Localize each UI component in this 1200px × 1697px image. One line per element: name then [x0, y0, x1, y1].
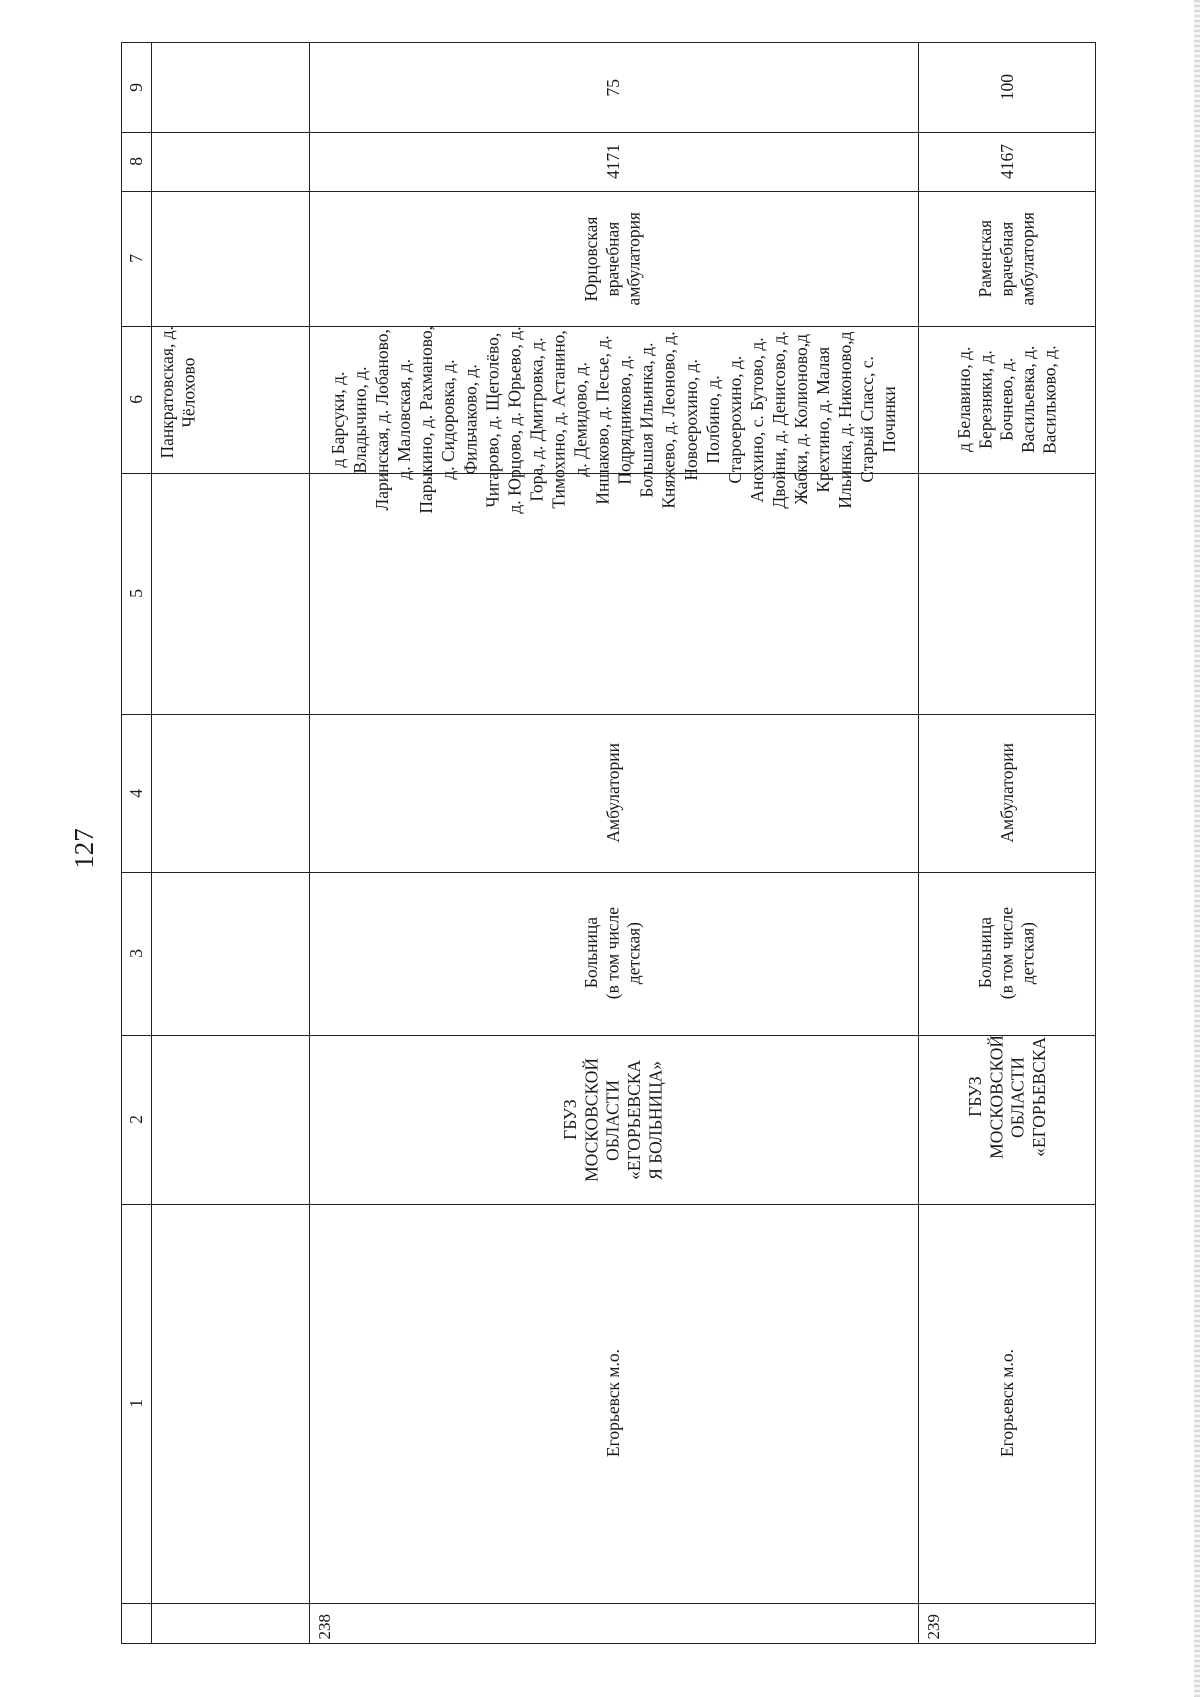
header-col-3: 3 [125, 949, 146, 958]
data-table [121, 42, 1096, 1644]
table-cell: 75 [602, 78, 623, 97]
table-cell: Юрцовская врачебная амбулатория [581, 211, 645, 306]
table-cell: Егорьевск м.о. [602, 1349, 623, 1458]
table-cell: 4171 [602, 144, 623, 179]
table-cell: 4167 [996, 144, 1017, 179]
table-cell: Больница (в том числе детская) [581, 907, 645, 1000]
page-number: 127 [68, 827, 99, 869]
header-col-8: 8 [125, 157, 146, 166]
header-col-9: 9 [125, 83, 146, 92]
column-divider [151, 43, 152, 1643]
row-number: 239 [924, 1613, 943, 1639]
table-cell: ГБУЗ МОСКОВСКОЙ ОБЛАСТИ «ЕГОРЬЕВСКА Я БОЛЬНИЦА» [560, 1057, 666, 1182]
row-number: 238 [315, 1613, 334, 1639]
header-col-4: 4 [125, 788, 146, 798]
table-cell: д Белавино, д. Березняки, д. Бочнево, д. Васильевка, д. Васильково, д. [954, 345, 1060, 454]
scan-edge [1194, 0, 1200, 1697]
table-cell: Амбулатории [602, 743, 623, 843]
table-cell: Больница (в том числе детская) [975, 907, 1039, 1000]
table-cell: Егорьевск м.о. [996, 1349, 1017, 1458]
table-cell: ГБУЗ МОСКОВСКОЙ ОБЛАСТИ «ЕГОРЬЕВСКА [964, 1035, 1049, 1159]
table-cell: Раменская врачебная амбулатория [975, 211, 1039, 306]
header-col-2: 2 [125, 1115, 146, 1124]
header-col-5: 5 [125, 589, 146, 598]
table-cell: Панкратовская, д. Чёлохово [157, 326, 199, 459]
header-col-1: 1 [125, 1399, 146, 1408]
header-col-7: 7 [125, 254, 146, 263]
table-cell: Амбулатории [996, 743, 1017, 843]
table-cell: 100 [996, 74, 1017, 101]
header-col-6: 6 [125, 395, 146, 404]
table-cell: д Барсуки, д. Владычино, д. Ларинская, д. Лобаново, д. Маловская, д. Парыкино, д. Рахманово, д. Сидоровка, д. Фильчаково, д. Чигарово, д. Щеголёво, д. Юрцово, д. Юрьево, д. Гора, д. Дмитровка, д. Тимохино, д. Астанино, д. Демидово, д. Иншаково, д. Песье, д. Подрядниково, д. Большая Ильинка, д. Княжево, д. Леоново, д. Новоерохино, д. Полбино, д. Староерохино, д. Анохино, с. Бутово, д. Двойни, д. Денисово, д. Жабки, д. Колионово,д Крехтино, д. Малая Ильинка, д. Никоново,д Старый Спасс, с. Починки [327, 326, 900, 514]
